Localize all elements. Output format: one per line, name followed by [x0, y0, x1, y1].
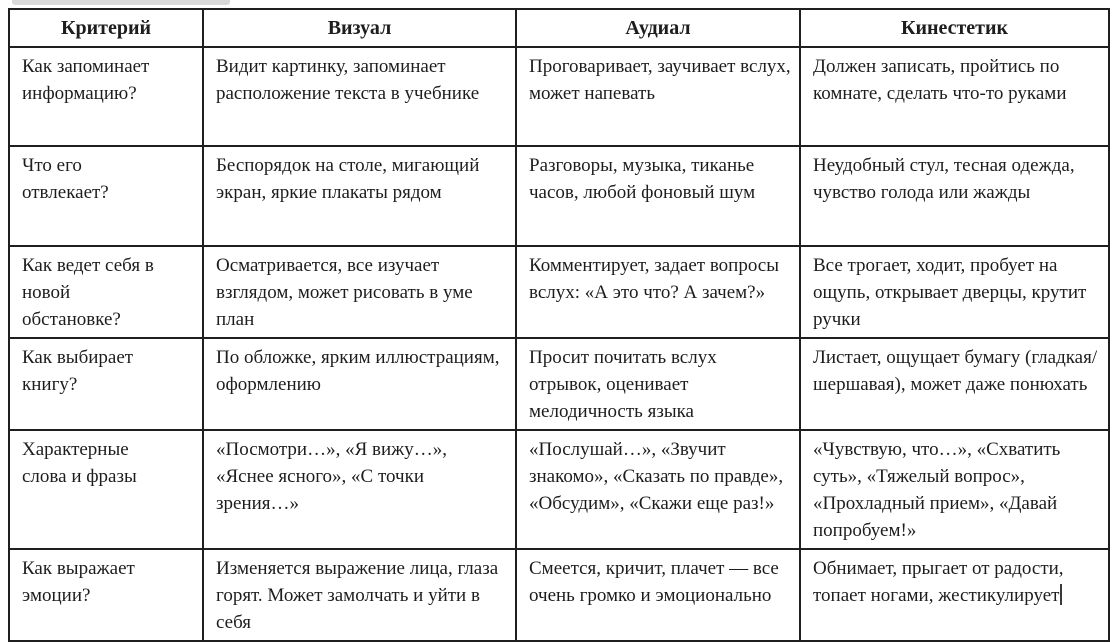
- cell-criterion[interactable]: Как выражает эмоции?: [9, 549, 203, 641]
- learning-styles-table: [8, 8, 1110, 642]
- cell-kinesthetic-text: Обнимает, прыгает от радости, топает ногами, жестикулирует: [813, 558, 1064, 606]
- cell-kinesthetic[interactable]: Все трогает, ходит, пробует на ощупь, открывает дверцы, крутит ручки: [800, 246, 1109, 338]
- cell-kinesthetic[interactable]: Листает, ощущает бумагу (гладкая/шершавая), может даже понюхать: [800, 338, 1109, 430]
- cell-visual[interactable]: «Посмотри…», «Я вижу…», «Яснее ясного», «С точки зрения…»: [203, 430, 516, 549]
- cell-audial[interactable]: Комментирует, задает вопросы вслух: «А это что? А зачем?»: [516, 246, 800, 338]
- col-header-kinesthetic[interactable]: Кинестетик: [800, 9, 1109, 47]
- cell-audial[interactable]: Разговоры, музыка, тиканье часов, любой фоновый шум: [516, 146, 800, 246]
- table-row: [9, 246, 1109, 338]
- cell-criterion[interactable]: Как выбирает книгу?: [9, 338, 203, 430]
- cell-kinesthetic[interactable]: «Чувствую, что…», «Схватить суть», «Тяжелый вопрос», «Прохладный прием», «Давай попробуем!»: [800, 430, 1109, 549]
- table-row: [9, 338, 1109, 430]
- cell-kinesthetic[interactable]: [800, 549, 1109, 641]
- cell-audial[interactable]: «Послушай…», «Звучит знакомо», «Сказать по правде», «Обсудим», «Скажи еще раз!»: [516, 430, 800, 549]
- cell-criterion[interactable]: Как ведет себя в новой обстановке?: [9, 246, 203, 338]
- top-toolbar-edge: [12, 0, 230, 5]
- cell-audial[interactable]: Проговаривает, заучивает вслух, может напевать: [516, 47, 800, 146]
- col-header-criterion[interactable]: Критерий: [9, 9, 203, 47]
- cell-visual[interactable]: Изменяется выражение лица, глаза горят. Может замолчать и уйти в себя: [203, 549, 516, 641]
- cell-kinesthetic[interactable]: Неудобный стул, тесная одежда, чувство голода или жажды: [800, 146, 1109, 246]
- cell-criterion[interactable]: Как запоминает информацию?: [9, 47, 203, 146]
- cell-visual[interactable]: По обложке, ярким иллюстрациям, оформлению: [203, 338, 516, 430]
- header-row: [9, 9, 1109, 47]
- table-row: [9, 146, 1109, 246]
- cell-audial[interactable]: Просит почитать вслух отрывок, оценивает мелодичность языка: [516, 338, 800, 430]
- cell-criterion[interactable]: Характерные слова и фразы: [9, 430, 203, 549]
- col-header-visual[interactable]: Визуал: [203, 9, 516, 47]
- cell-audial[interactable]: Смеется, кричит, плачет — все очень громко и эмоционально: [516, 549, 800, 641]
- cell-visual[interactable]: Видит картинку, запоминает расположение текста в учебнике: [203, 47, 516, 146]
- cell-visual[interactable]: Беспорядок на столе, мигающий экран, яркие плакаты рядом: [203, 146, 516, 246]
- table-row: [9, 549, 1109, 641]
- table-row: [9, 47, 1109, 146]
- col-header-audial[interactable]: Аудиал: [516, 9, 800, 47]
- cell-visual[interactable]: Осматривается, все изучает взглядом, может рисовать в уме план: [203, 246, 516, 338]
- table-row: [9, 430, 1109, 549]
- cell-criterion[interactable]: Что его отвлекает?: [9, 146, 203, 246]
- cell-kinesthetic[interactable]: Должен записать, пройтись по комнате, сделать что-то руками: [800, 47, 1109, 146]
